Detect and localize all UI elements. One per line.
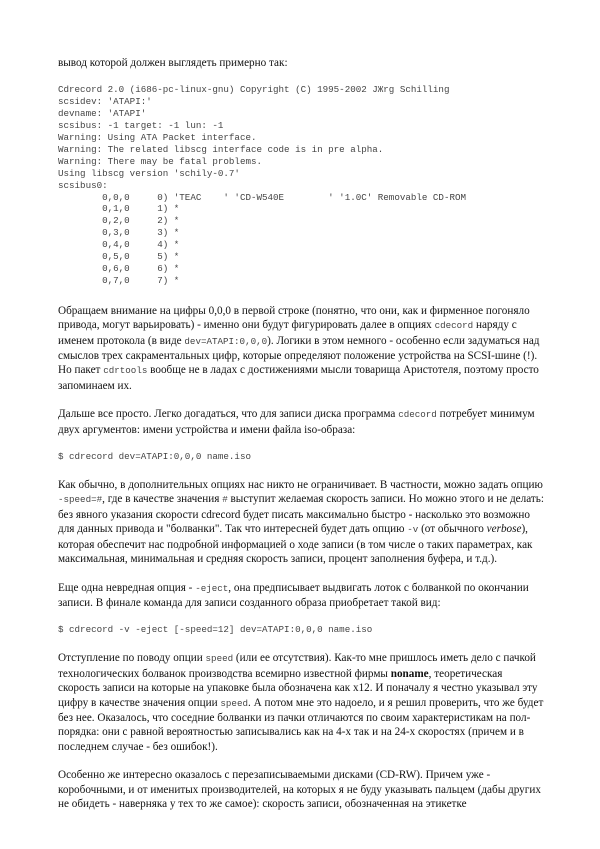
- output-line: Using libscg version 'schily-0.7': [58, 167, 240, 179]
- inline-code: #: [222, 494, 228, 506]
- document-page: [58, 56, 546, 811]
- output-line: scsidev: 'ATAPI:': [58, 96, 152, 108]
- output-line: scsibus0:: [58, 179, 108, 191]
- inline-code: cdecord: [398, 409, 437, 421]
- inline-code: -speed=#: [58, 494, 103, 506]
- output-line: 0,5,0 5) *: [58, 251, 180, 263]
- paragraph-arguments: Дальше все просто. Легко догадаться, что для записи диска программа cdecord потребует минимум двух аргументов: имени устройства и имени файла iso-образа:: [58, 408, 535, 436]
- output-line: 0,2,0 2) *: [58, 215, 180, 227]
- output-line: 0,4,0 4) *: [58, 239, 180, 251]
- output-line: 0,0,0 0) 'TEAC ' 'CD-W540E ' '1.0C' Removable CD-ROM: [58, 191, 466, 203]
- output-line: Warning: The related libscg interface code is in pre alpha.: [58, 143, 384, 155]
- paragraph-cdrw: Особенно же интересно оказалось с перезаписываемыми дисками (CD-RW). Причем уже - коробочными, и от именитых производителей, на которых я не буду указывать пальцем (дабы других не обидеть - наверняка у тех то же самое): скорость записи, обозначенная на этикетке: [58, 769, 541, 810]
- cdrecord-output-block: [58, 84, 546, 286]
- italic-term: verbose: [486, 523, 522, 536]
- paragraph-device-numbers: Обращаем внимание на цифры 0,0,0 в первой строке (понятно, что они, как и фирменное погоняло привода, могут варьировать) - именно они будут фигурировать далее в опциях cdecord наряду с именем протокола (в виде dev=ATAPI:0,0,0). Логики в этом немного - особенно если задуматься над смыслов трех сакраментальных цифр, которые определяют положение устройства на SCSI-шине (!). Но пакет cdrtools вообще не в ладах с достижениями мысли товарища Аристотеля, поэтому просто запоминаем их.: [58, 304, 540, 392]
- paragraph-options: Как обычно, в дополнительных опциях нас никто не ограничивает. В частности, можно задать опцию -speed=#, где в качестве значения # выступит желаемая скорость записи. Но можно этого и не делать: без явного указания скорости cdrecord будет писать максимально быстро - насколько это возможно для данных привода и "болванки". Так что интересней будет дать опцию -v (от обычного verbose), которая обеспечит нас подробной информацией о ходе записи (в том числе о таких параметрах, как максимальная, минимальная и средняя скорость записи, процент заполнения буфера, и т.д.).: [58, 479, 545, 566]
- inline-code: cdrtools: [103, 365, 148, 377]
- command-basic: $ cdrecord dev=ATAPI:0,0,0 name.iso: [58, 451, 251, 463]
- intro-text: вывод которой должен выглядеть примерно так:: [58, 57, 288, 69]
- inline-code: cdecord: [434, 320, 474, 332]
- output-line: Warning: Using ATA Packet interface.: [58, 132, 257, 144]
- inline-code: speed: [220, 697, 248, 709]
- output-line: 0,7,0 7) *: [58, 274, 180, 286]
- output-line: 0,6,0 6) *: [58, 263, 180, 274]
- output-line: 0,3,0 3) *: [58, 227, 180, 239]
- output-line: devname: 'ATAPI': [58, 108, 147, 120]
- paragraph-eject: Еще одна невредная опция - -eject, она предписывает выдвигать лоток с болванкой по окончании записи. В финале команда для записи созданного образа приобретает такой вид:: [58, 581, 529, 609]
- bold-term: noname: [390, 667, 429, 680]
- output-line: scsibus: -1 target: -1 lun: -1: [58, 120, 224, 132]
- inline-code: -v: [407, 524, 419, 536]
- command-full: $ cdrecord -v -eject [-speed=12] dev=ATAPI:0,0,0 name.iso: [58, 624, 373, 636]
- inline-code: speed: [205, 653, 234, 665]
- inline-code: dev=ATAPI:0,0,0: [184, 335, 268, 347]
- paragraph-speed: Отступление по поводу опции speed (или ее отсутствия). Как-то мне пришлось иметь дело с пачкой технологических болванок производства всемирно известной фирмы noname, теоретическая скорость записи на которые на упаковке была обозначена как x12. И поначалу я честно указывал эту цифру в качестве значения опции speed. А потом мне это надоело, и я решил проверить, что же будет без нее. Оказалось, что соседние болванки из пачки отличаются по своим характеристикам на пол-порядка: они с равной вероятностью записывались как на 4-х так и на 24-х скоростях (причем и в последнем случае - без ошибок!).: [58, 652, 544, 753]
- inline-code: -eject: [195, 582, 229, 594]
- output-line: Warning: There may be fatal problems.: [58, 155, 262, 167]
- output-line: Cdrecord 2.0 (i686-pc-linux-gnu) Copyright (C) 1995-2002 JЖrg Schilling: [58, 84, 450, 96]
- output-line: 0,1,0 1) *: [58, 203, 180, 215]
